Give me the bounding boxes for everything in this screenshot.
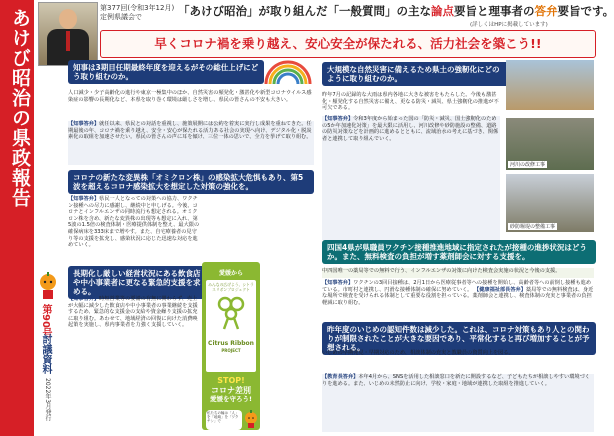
river-work-photo <box>506 118 594 170</box>
session-label: 定例県議会で <box>100 13 142 21</box>
photo-caption: 河川の改修工事 <box>510 162 546 168</box>
citrus-title: Citrus Ribbon <box>208 340 254 347</box>
answer-block <box>68 121 314 165</box>
answer-text: 時短営業等の要請の有無に関わらず、売上が大幅に減少した飲食店や中小事業者の事業継続を支援するため、緊急的な支援金の支給や資金繰り支援の拡充に取り組む。あわせて、地域経済の回復に向けた消費喚起策を実施し、県内事業者を力強く支援していく。 <box>68 296 198 329</box>
answer-block <box>68 196 200 262</box>
question-block: 大規模な自然災害に備えるため県土の強靭化にどのように取り組むのか。 <box>322 62 510 86</box>
mikan-mascot-icon <box>38 272 58 300</box>
issue-type: 討議資料 <box>40 334 51 374</box>
stop-line: 愛媛を守ろう! <box>210 395 252 403</box>
masthead-bar <box>0 0 34 436</box>
answer-block <box>322 116 500 240</box>
answer-text: 本年4月から、SNSを活用した相談窓口を新たに開設するなど、子どもたちが相談しやすい環境づくりを進める。また、いじめの未然防止に向け、学校・家庭・地域が連携した取組を推進していく。 <box>322 374 590 387</box>
question-block: コロナの新たな変異株「オミクロン株」の感染拡大危惧もあり、第5波を超えるコロナ感染拡大を想定した対策の強化を。 <box>68 170 314 194</box>
session-number: 第377回(令和3年12月) <box>100 4 175 12</box>
headline-part: 要旨です。 <box>557 4 614 18</box>
mikan-character-icon <box>244 410 258 428</box>
headline-part: 「あけび昭治」が取り組んだ「一般質問」の主な <box>178 4 431 18</box>
masthead-bottom <box>34 264 64 436</box>
answer-tag: 【健康福祉部長答弁】 <box>474 286 526 293</box>
stop-line: コロナ差別 <box>211 385 251 395</box>
answer-block <box>322 280 594 320</box>
slogan-text: 早くコロナ禍を乗り越え、安心安全が保たれる、活力社会を築こう!! <box>154 36 542 51</box>
slogan-banner <box>100 30 596 58</box>
citrus-ribbon-icon <box>218 296 244 330</box>
headline-part: 要旨と理事者の <box>454 4 535 18</box>
question-sub: 中四国唯一の薬局等での無料で行う、インフルエンザの対策に向けた検査会実施の状況と今後の支援。 <box>322 268 594 278</box>
question-text: いじめの早期発見・早期対応のため、相談体制の充実と教職員の資質向上を図る。 <box>322 350 514 356</box>
answer-block <box>322 374 594 432</box>
answer-tag: 【知事答弁】 <box>68 121 100 127</box>
rainbow-illustration-icon <box>262 60 314 86</box>
answer-tag: 【知事答弁】 <box>68 196 100 202</box>
answer-text: 県民一人となっての対策への協力、ワクチン接種への尽力に感謝し、継続中と申しげる。今後、コロナとインフルエンザの同時流行も想定される。オミクロン株を含め、新たな変異株の出現等も想定に入れ、第5波の1.5倍の検査体制・医療提供体制を整え、最大限の確保病床を333床まで増やす。また、自宅療養者の見守り等の支援を拡充し、感染状況に応じた迅速な対応を進めていく。 <box>68 196 200 249</box>
question-block: 長期化し厳しい経営状況にある飲食店や中小事業者に更なる緊急的支援を求める。 <box>68 266 206 299</box>
vertical-title: あけび昭治の県政報告 <box>9 8 31 208</box>
answer-tag: 【知事答弁】 <box>68 296 100 302</box>
answer-text: 就任以来、県民との対話を重視し、施策展開には公約を着実に実行し成果を重ねてきた。任期最後の年、コロナ禍を乗り越え、安全・安心が保たれる活力ある社会の実現へ向け、デジタル化・脱炭素化の取組を加速させたい。県民の皆さんの声に耳を傾け、三位一体の思いで、全力を挙げて取り組む。 <box>68 121 312 141</box>
question-block: 昨年度のいじめの認知件数は減少した。これは、コロナ対策もあり人との関わりが制限されたことが大きな要因であり、平常化すると再び増加することが予想される。 <box>322 322 596 355</box>
landscape-photo <box>506 60 594 110</box>
sabo-work-photo <box>506 174 594 232</box>
answer-text: 薬局等での無料検査は、身近な場所で検査を受けられる体制として重要な役割を担っている。薬剤師会と連携し、検査体制の充実と事業者の負担軽減に取り組む。 <box>322 286 594 306</box>
answer-text: ワクチンの3回目接種は、2月1日から医療従事者等への接種を開始し、高齢者等への前倒し接種も進めている。市町村と連携し、円滑な接種体制の確保に努めていく。 <box>322 280 592 293</box>
issue-number: 第90号 <box>40 304 51 338</box>
citrus-name <box>208 340 254 354</box>
stop-discrimination <box>206 376 256 405</box>
photo-caption: 砂防堰堤の整備工事 <box>510 224 556 230</box>
answer-tag: 【知事答弁】 <box>322 116 354 122</box>
question-block: 四国4県が県職員ワクチン接種推進地域に指定されたが接種の進捗状況はどうか。また、無料検査の負担が増す薬剤師会に対する支援を。 <box>322 240 596 264</box>
speech-bubble: 私たちの輪は「人」を「地域」を「ワクチン」で <box>206 410 242 430</box>
portrait-photo <box>38 2 98 66</box>
citrus-heading: 愛媛から <box>218 270 243 277</box>
answer-tag: 【知事答弁】 <box>322 280 354 286</box>
question-text: 昨年7月の記録的な大雨は県内各地に大きな被害をもたらした。今後も激甚化・頻発化する自然災害に備え、更なる防災・減災、県土強靭化の推進が不可欠である。 <box>322 92 499 112</box>
issue-date: 2022年3月発行 <box>44 378 51 422</box>
headline-key: 論点 <box>431 4 454 18</box>
question-text: 人口減少・少子高齢化の進行や東京一極集中のほか、自然災害の頻発化・激甚化や新型コロナウイルス感染症の影響の長期化など、本県を取り巻く環境は厳しさを増し、県民の皆さんの不安も大きい。 <box>68 90 312 103</box>
citrus-ribbon-panel <box>202 262 260 430</box>
issue-info <box>100 4 174 22</box>
answer-tag: 【教育長答弁】 <box>322 374 359 380</box>
stop-line: STOP! <box>217 376 245 385</box>
headline-key: 答弁 <box>534 4 558 18</box>
answer-block <box>68 296 200 430</box>
citrus-card <box>206 280 256 372</box>
citrus-caption: みんなの広げよう、シトラスリボンプロジェクト <box>208 282 254 292</box>
citrus-project: PROJECT <box>221 348 241 353</box>
question-block: 知事は3期目任期最終年度を迎えるがその総仕上げにどう取り組むのか。 <box>68 60 264 84</box>
hp-note: (詳しくはHPに掲載しています) <box>470 22 548 28</box>
answer-text: 令和3年度から始まった国の「防災・減災、国土強靭化のための5か年加速化対策」を最大限に活用し、河川改修や砂防施設の整備、道路の防災対策などを計画的に進めるとともに、流域治水の考えに基づき、関係者と連携して取り組んでいく。 <box>322 116 499 142</box>
page-headline <box>178 3 614 19</box>
